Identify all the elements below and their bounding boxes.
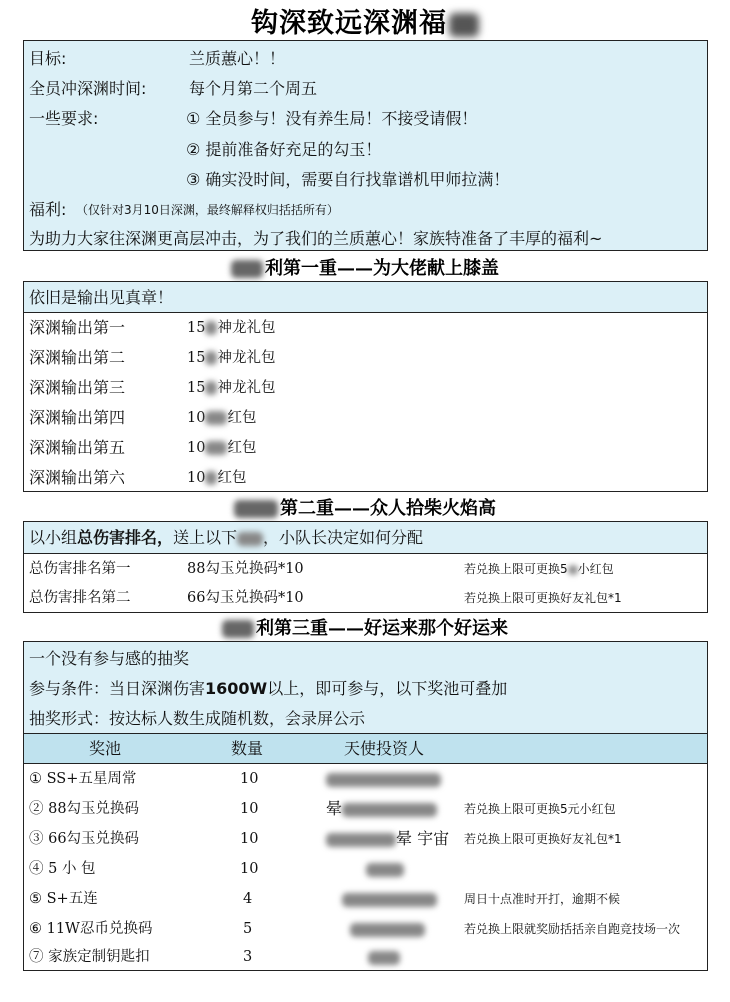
blurred-char [231, 260, 263, 278]
header-pool: 奖池 [89, 739, 122, 758]
welfare-text: 为助力大家往深渊更高层冲击，为了我们的兰质蕙心！家族特准备了丰厚的福利~ [29, 229, 603, 248]
req-label: 一些要求: [29, 109, 99, 128]
blurred-char [568, 565, 578, 575]
blurred-investor [366, 863, 404, 877]
req-2: ② 提前准备好充足的勾玉！ [186, 140, 382, 159]
blurred-char [205, 441, 227, 455]
section3-box: 一个没有参与感的抽奖 参与条件：当日深渊伤害1600W以上，即可参与，以下奖池可叠加 抽奖形式：按达标人数生成随机数，会录屏公示 奖池 数量 天使投资人 ① SS+五星周常 10 ② 88勾玉兑换码 10 晕 若兑换上限可更换5元小红包 ③ 66勾玉兑换码 10 晕 宇宙 若兑换上限可更换好友礼包*1 ④ 5 小 包 10 ⑤ S+五连 4 周日十点准时开打，逾期不候 ⑥ 11W忍币兑换码 5 若兑换上限就奖励括括亲自跑竞技场一次 ⑦ 家族定制钥匙扣 3 [23, 641, 708, 971]
blurred-char [205, 381, 217, 395]
intro-box [23, 40, 708, 251]
section1-box: 依旧是输出见真章！ 深渊输出第一 15 神龙礼包 深渊输出第二 15 神龙礼包 深渊输出第三 15 神龙礼包 深渊输出第四 10 红包 深渊输出第五 10 红包 深渊输出第六 10 红包 [23, 281, 708, 492]
blurred-investor [326, 833, 396, 847]
welfare-note: （仅针对3月10日深渊，最终解释权归括括所有） [76, 203, 339, 217]
header-qty: 数量 [231, 739, 264, 758]
section1-title: 利第一重——为大佬献上膝盖 [0, 257, 730, 281]
goal-label: 目标: [29, 49, 67, 68]
blurred-investor [350, 923, 425, 937]
blurred-char [234, 500, 278, 518]
section2-title: 第二重——众人拾柴火焰高 [0, 497, 730, 521]
req-3: ③ 确实没时间，需要自行找靠谱机甲师拉满！ [186, 170, 510, 189]
blurred-char [205, 321, 217, 335]
time-label: 全员冲深渊时间: [29, 79, 147, 98]
section2-box: 以小组总伤害排名，送上以下 ，小队长决定如何分配 总伤害排名第一 88勾玉兑换码*10 若兑换上限可更换5 小红包 总伤害排名第二 66勾玉兑换码*10 若兑换上限可更换好友礼包*1 [23, 521, 708, 613]
header-investor: 天使投资人 [344, 739, 425, 758]
divider [24, 312, 707, 313]
blurred-char [205, 411, 227, 425]
section3-title: 利第三重——好运来那个好运来 [0, 617, 730, 641]
blurred-investor [342, 893, 437, 907]
blurred-char [205, 351, 217, 365]
blurred-char [222, 620, 254, 638]
blurred-investor [368, 951, 400, 965]
req-1: ① 全员参与！没有养生局！不接受请假！ [186, 109, 478, 128]
blurred-char [449, 13, 479, 37]
blurred-investor [342, 803, 437, 817]
blurred-char [205, 471, 217, 485]
page-title: 钩深致远深渊福 [0, 4, 730, 44]
blurred-investor [326, 773, 441, 787]
time-value: 每个月第二个周五 [189, 79, 318, 98]
welfare-label: 福利: [29, 200, 67, 219]
goal-value: 兰质蕙心！！ [189, 49, 286, 68]
blurred-char [237, 532, 263, 546]
